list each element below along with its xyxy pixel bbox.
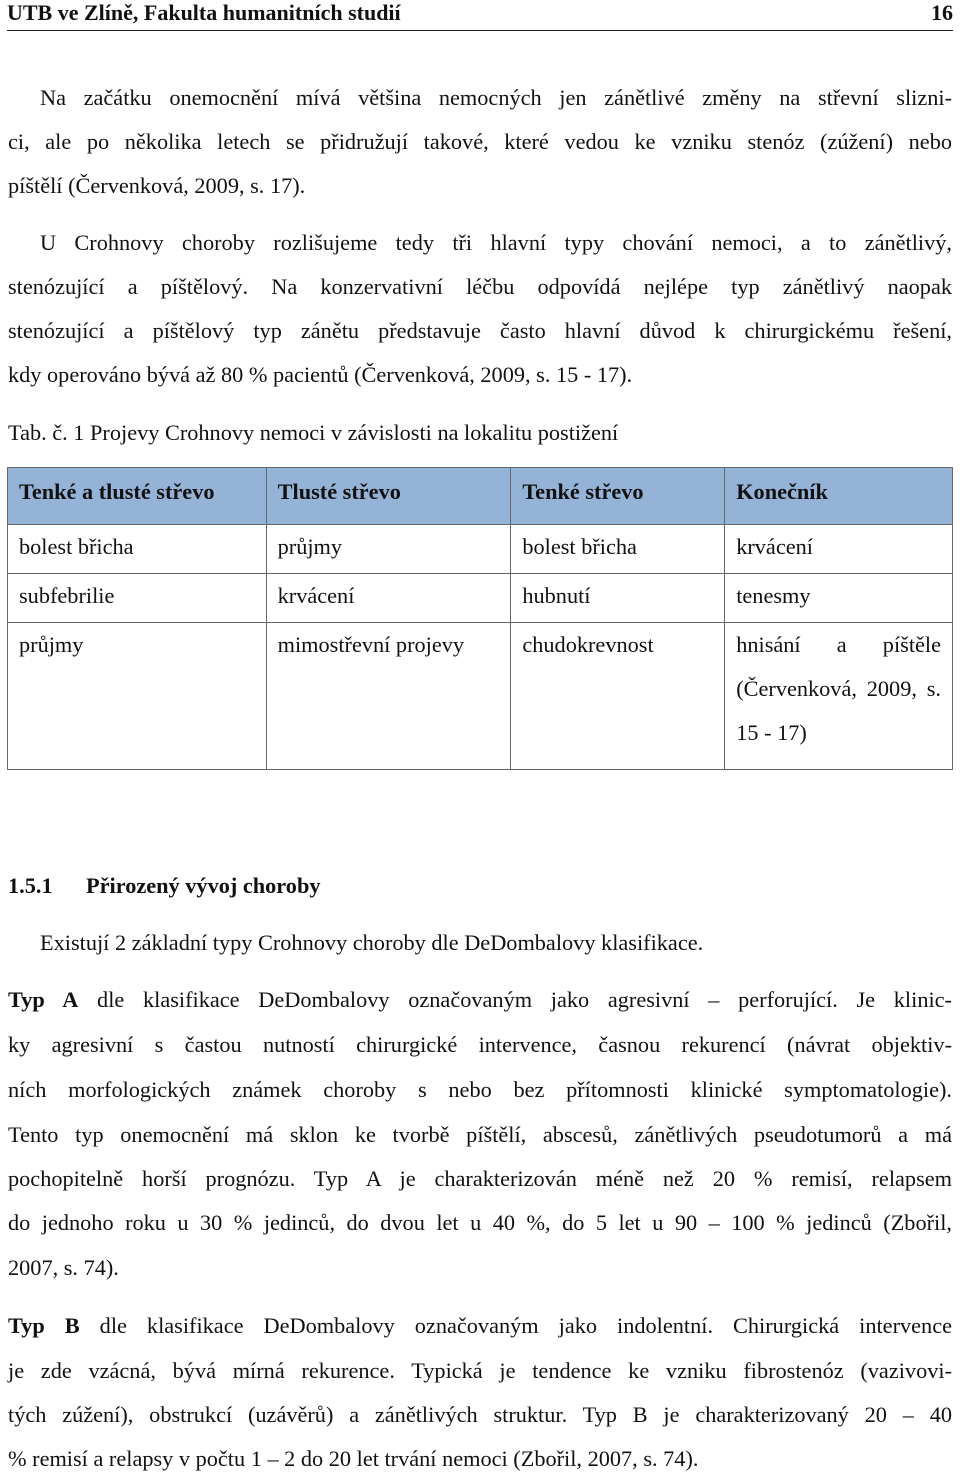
paragraph-1-line-1: Na začátku onemocnění mívá většina nemocných jen zánětlivé změny na střevní slizni- [40, 85, 952, 110]
paragraph-4-line-1 [8, 987, 952, 1013]
table-header-cell: Tenké střevo [511, 468, 725, 525]
page-number: 16 [931, 0, 953, 25]
symptoms-table [7, 467, 953, 770]
table-row [8, 623, 953, 770]
table-header-cell: Tlusté střevo [266, 468, 511, 525]
paragraph-2-line-4: kdy operováno bývá až 80 % pacientů (Červenková, 2009, s. 15 - 17). [8, 362, 633, 387]
table-header-cell: Tenké a tlusté střevo [8, 468, 267, 525]
paragraph-1-line-3: píštělí (Červenková, 2009, s. 17). [8, 173, 306, 198]
paragraph-5-line-1 [8, 1313, 952, 1339]
table-cell: bolest břicha [8, 525, 267, 574]
paragraph-4-text: dle klasifikace DeDombalovy označovaným jako agresivní – perforující. Je klinic- [78, 987, 952, 1012]
table-cell: subfebrilie [8, 574, 267, 623]
header-title: UTB ve Zlíně, Fakulta humanitních studií [7, 0, 401, 25]
table-header-row [8, 468, 953, 525]
paragraph-4-line-5: pochopitelně horší prognózu. Typ A je charakterizován méně než 20 % remisí, relapsem [8, 1166, 952, 1191]
table-cell: bolest břicha [511, 525, 725, 574]
paragraph-5-line-3: tých zúžení), obstrukcí (uzávěrů) a zánětlivých struktur. Typ B je charakterizovaný 20 – 40 [8, 1402, 952, 1427]
paragraph-5-text: dle klasifikace DeDombalovy označovaným jako indolentní. Chirurgická intervence [79, 1313, 952, 1338]
paragraph-5-line-4: % remisí a relapsy v počtu 1 – 2 do 20 let trvání nemoci (Zbořil, 2007, s. 74). [8, 1446, 699, 1471]
table-row [8, 525, 953, 574]
type-b-label: Typ B [8, 1313, 80, 1338]
table-cell: hnisání a píštěle (Červenková, 2009, s. 15 - 17) [725, 623, 953, 770]
section-number: 1.5.1 [8, 873, 53, 898]
paragraph-4-line-6: do jednoho roku u 30 % jedinců, do dvou let u 40 %, do 5 let u 90 – 100 % jedinců (Zbořil, [8, 1210, 952, 1235]
table-cell: hubnutí [511, 574, 725, 623]
table-caption: Tab. č. 1 Projevy Crohnovy nemoci v závislosti na lokalitu postižení [8, 420, 619, 445]
paragraph-4-line-4: Tento typ onemocnění má sklon ke tvorbě píštělí, abscesů, zánětlivých pseudotumorů a má [8, 1122, 952, 1147]
page-header [7, 0, 953, 31]
table-cell: průjmy [266, 525, 511, 574]
paragraph-2-line-2: stenózující a píštělový. Na konzervativní léčbu odpovídá nejlépe typ zánětlivý naopak [8, 274, 952, 299]
paragraph-2-line-3: stenózující a píštělový typ zánětu představuje často hlavní důvod k chirurgickému řešení, [8, 318, 952, 343]
paragraph-4-line-7: 2007, s. 74). [8, 1255, 119, 1280]
section-title: Přirozený vývoj choroby [86, 873, 321, 898]
table-cell: chudokrevnost [511, 623, 725, 770]
paragraph-5-line-2: je zde vzácná, bývá mírná rekurence. Typická je tendence ke vzniku fibrostenóz (vazivovi- [8, 1358, 952, 1383]
paragraph-1-line-2: ci, ale po několika letech se přidružují takové, které vedou ke vzniku stenóz (zúžení) nebo [8, 129, 952, 154]
table-cell: tenesmy [725, 574, 953, 623]
table-header-cell: Konečník [725, 468, 953, 525]
table-row [8, 574, 953, 623]
table-cell: průjmy [8, 623, 267, 770]
paragraph-4-line-2: ky agresivní s častou nutností chirurgické intervence, časnou rekurencí (návrat objektiv- [8, 1032, 952, 1057]
table-cell: krvácení [725, 525, 953, 574]
paragraph-4-line-3: ních morfologických známek choroby s nebo bez přítomnosti klinické symptomatologie). [8, 1077, 952, 1102]
table-cell: mimostřevní projevy [266, 623, 511, 770]
table-cell: krvácení [266, 574, 511, 623]
section-heading [8, 873, 321, 899]
paragraph-3: Existují 2 základní typy Crohnovy choroby dle DeDombalovy klasifikace. [40, 930, 704, 955]
type-a-label: Typ A [8, 987, 79, 1012]
paragraph-2-line-1: U Crohnovy choroby rozlišujeme tedy tři hlavní typy chování nemoci, a to zánětlivý, [40, 230, 952, 255]
